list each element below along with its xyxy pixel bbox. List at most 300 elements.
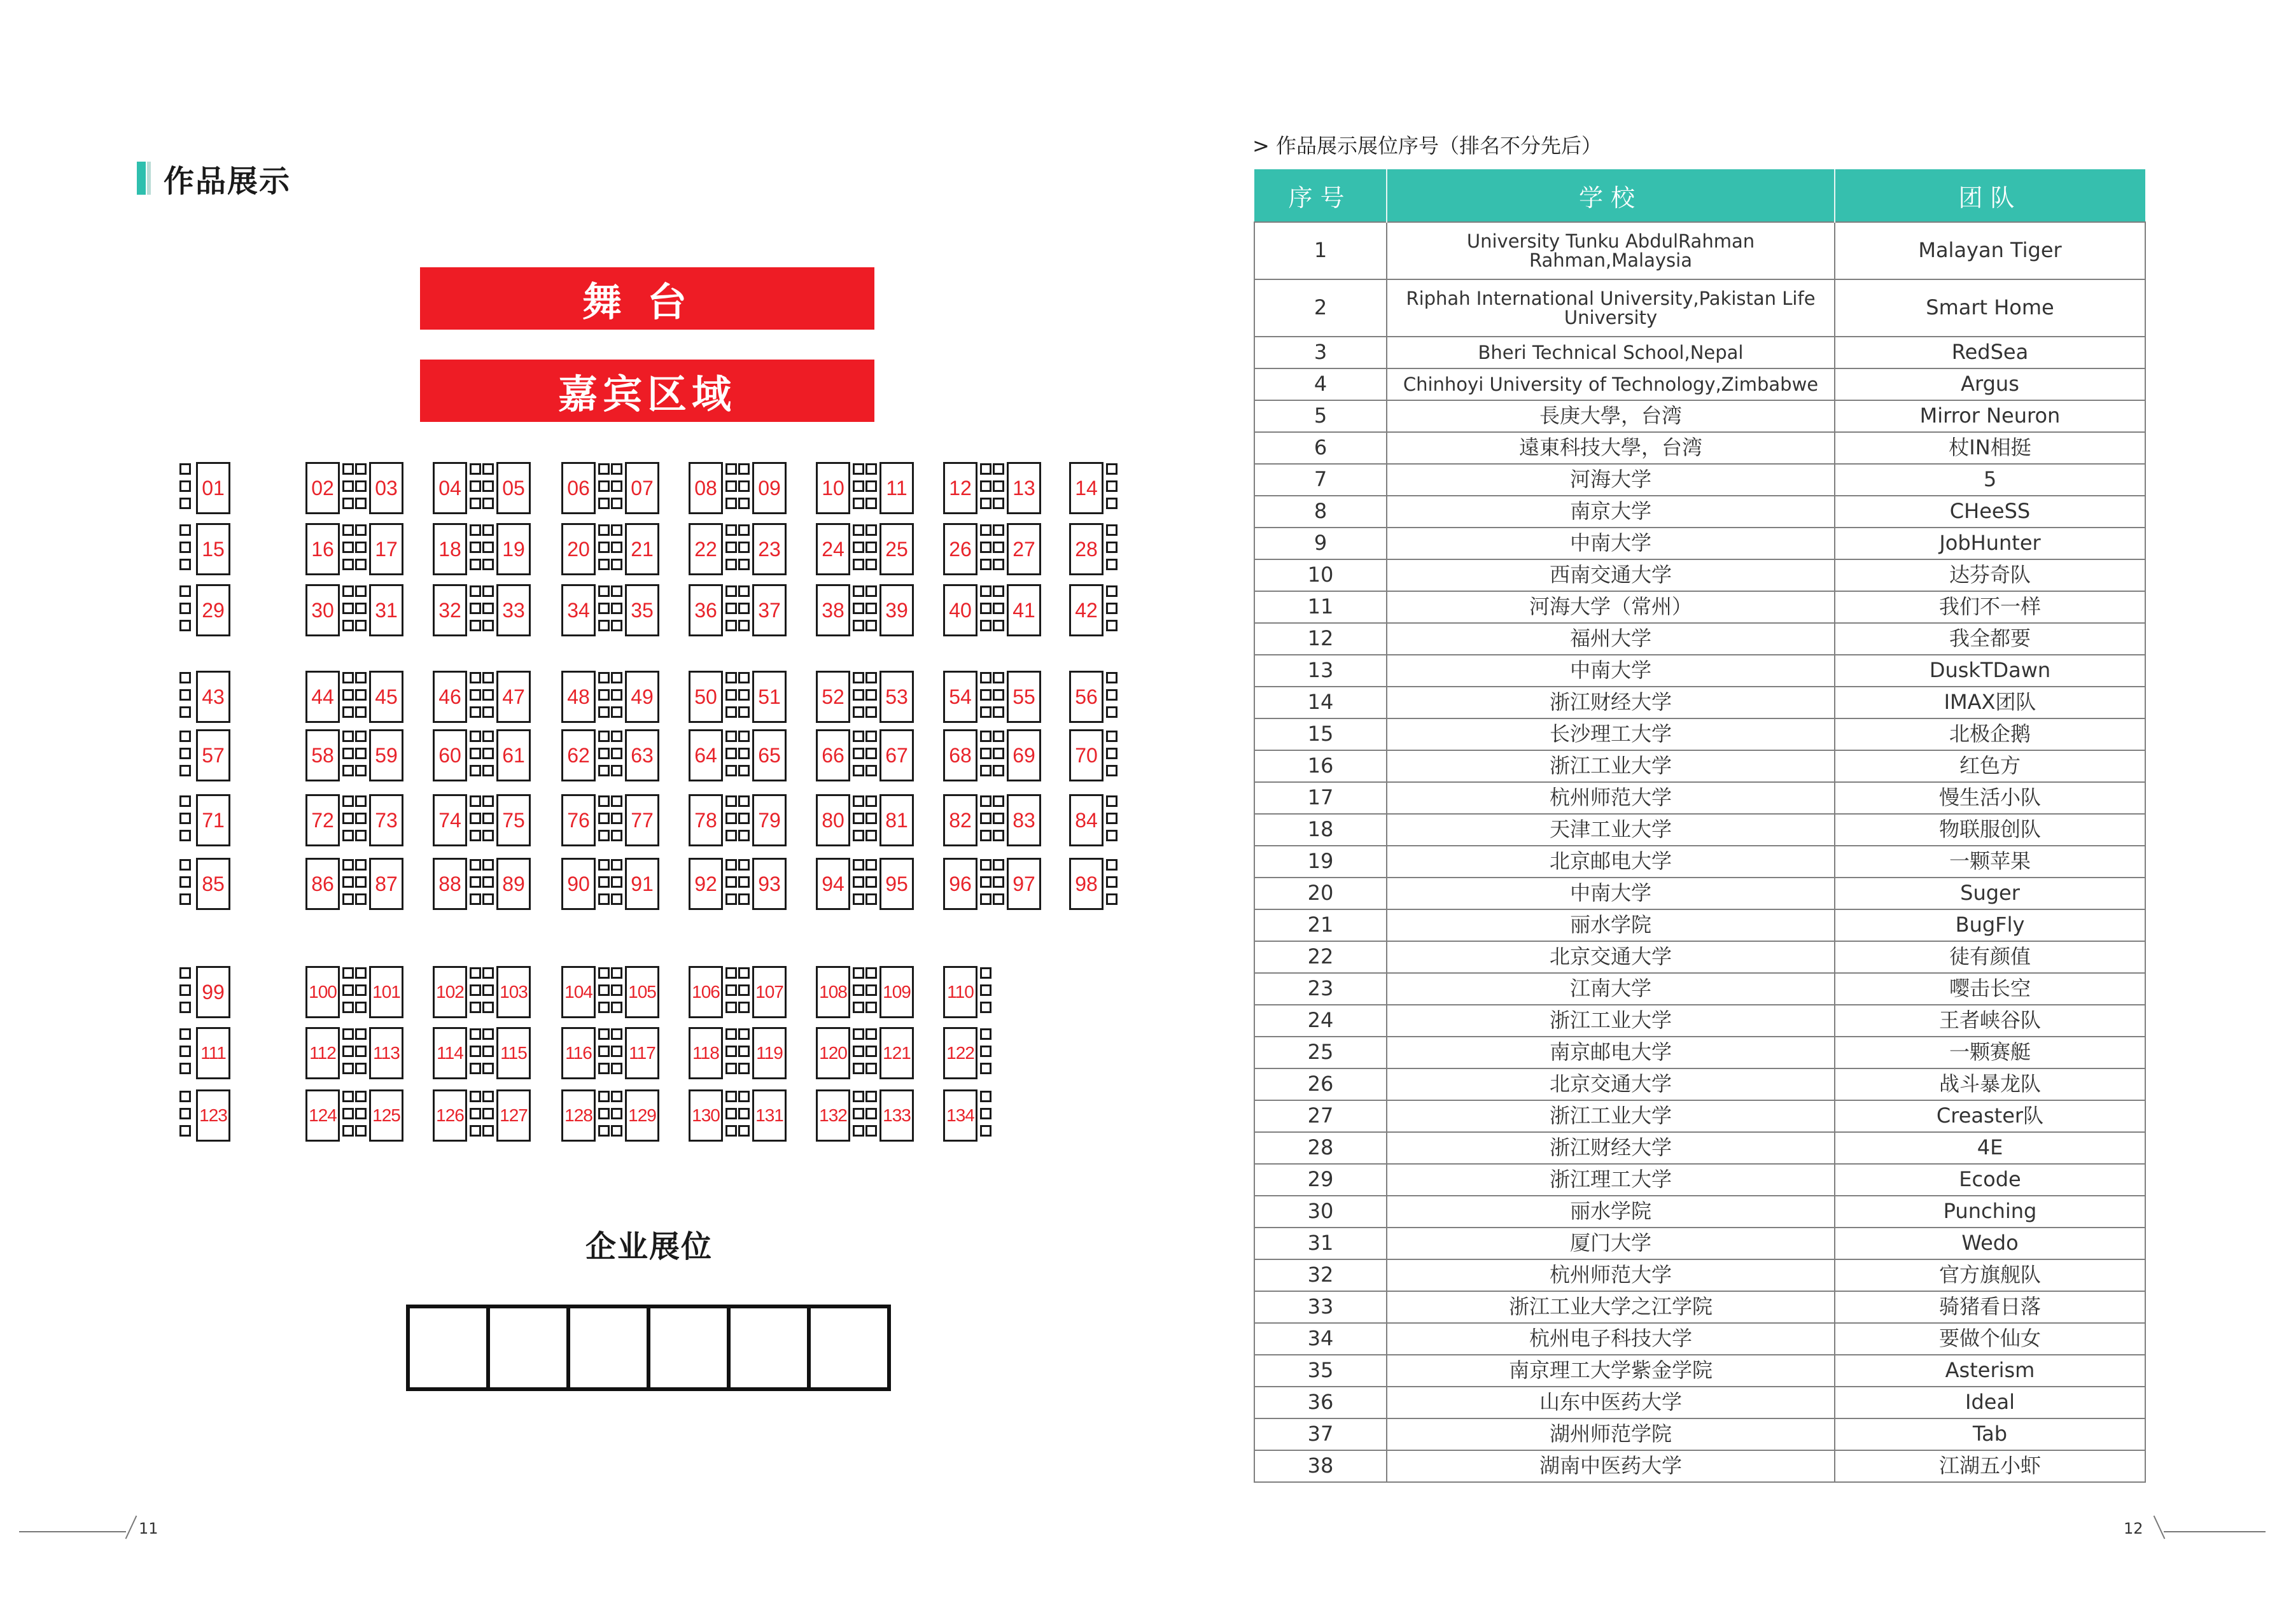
- seat-marker: [725, 585, 737, 597]
- table-row: [1254, 1132, 2145, 1164]
- cell-school: 中南大学: [1387, 528, 1835, 559]
- cell-team: Argus: [1835, 368, 2145, 400]
- booth-box: 34: [561, 584, 596, 636]
- seat-marker: [993, 765, 1004, 776]
- enterprise-booth-row: [406, 1305, 891, 1391]
- seat-marker: [993, 859, 1004, 871]
- seat-marker: [980, 672, 991, 683]
- seat-marker: [853, 893, 864, 905]
- seat-marker: [738, 524, 750, 536]
- table-row: [1254, 496, 2145, 528]
- cell-school: 中南大学: [1387, 655, 1835, 687]
- seat-marker: [482, 542, 494, 553]
- cell-index: 2: [1254, 279, 1387, 337]
- seat-marker: [598, 795, 610, 807]
- booth-box: 77: [625, 794, 659, 846]
- cell-team: 我全都要: [1835, 623, 2145, 655]
- seat-marker: [725, 813, 737, 824]
- cell-school: 浙江财经大学: [1387, 687, 1835, 718]
- table-row: [1254, 1291, 2145, 1323]
- cell-team: 慢生活小队: [1835, 782, 2145, 814]
- seat-marker: [853, 542, 864, 553]
- booth-box: 75: [496, 794, 531, 846]
- seat-marker: [738, 1063, 750, 1074]
- seat-marker: [482, 620, 494, 631]
- cell-school: Riphah International University,Pakistan Life University: [1387, 279, 1835, 337]
- seat-marker: [598, 1125, 610, 1137]
- seat-marker: [179, 1108, 191, 1119]
- table-row: [1254, 591, 2145, 623]
- cell-school: 河海大学: [1387, 464, 1835, 496]
- seat-marker: [611, 603, 622, 614]
- seat-marker: [611, 706, 622, 718]
- seat-marker: [611, 585, 622, 597]
- seat-marker: [482, 876, 494, 888]
- seat-marker: [598, 1063, 610, 1074]
- cell-index: 33: [1254, 1291, 1387, 1323]
- booth-box: 05: [496, 462, 531, 514]
- booth-box: 73: [369, 794, 403, 846]
- seat-marker: [482, 795, 494, 807]
- seat-marker: [470, 795, 481, 807]
- seat-marker: [355, 706, 367, 718]
- booth-box: 26: [943, 523, 977, 575]
- cell-team: 物联服创队: [1835, 814, 2145, 846]
- seat-marker: [179, 967, 191, 979]
- seat-marker: [725, 524, 737, 536]
- seat-marker: [853, 1063, 864, 1074]
- seat-marker: [993, 813, 1004, 824]
- seat-marker: [482, 893, 494, 905]
- cell-school: 中南大学: [1387, 878, 1835, 909]
- booth-box: 108: [816, 966, 850, 1018]
- cell-school: 河海大学（常州）: [1387, 591, 1835, 623]
- booth-box: 126: [433, 1089, 467, 1142]
- seat-marker: [980, 731, 991, 742]
- seat-marker: [865, 795, 877, 807]
- seat-marker: [179, 620, 191, 631]
- seat-marker: [355, 463, 367, 475]
- seat-marker: [355, 689, 367, 701]
- seat-marker: [611, 1002, 622, 1013]
- booth-box: 58: [305, 729, 340, 781]
- seat-marker: [611, 984, 622, 996]
- seat-marker: [853, 1028, 864, 1040]
- booth-box: 38: [816, 584, 850, 636]
- seat-marker: [1106, 731, 1117, 742]
- seat-marker: [738, 731, 750, 742]
- seat-marker: [355, 603, 367, 614]
- seat-marker: [342, 813, 354, 824]
- cell-team: Asterism: [1835, 1355, 2145, 1387]
- cell-school: 浙江工业大学: [1387, 1100, 1835, 1132]
- booth-box: 128: [561, 1089, 596, 1142]
- seat-marker: [482, 1028, 494, 1040]
- table-row: [1254, 279, 2145, 337]
- seat-marker: [853, 1125, 864, 1137]
- seat-marker: [865, 620, 877, 631]
- booth-box: 04: [433, 462, 467, 514]
- seat-marker: [1106, 876, 1117, 888]
- cell-index: 37: [1254, 1418, 1387, 1450]
- booth-box: 42: [1069, 584, 1103, 636]
- seat-marker: [865, 498, 877, 509]
- cell-index: 27: [1254, 1100, 1387, 1132]
- seat-marker: [993, 480, 1004, 492]
- table-row: [1254, 1355, 2145, 1387]
- seat-marker: [611, 542, 622, 553]
- seat-marker: [725, 731, 737, 742]
- seat-marker: [598, 731, 610, 742]
- seat-marker: [179, 542, 191, 553]
- seat-marker: [993, 498, 1004, 509]
- seat-marker: [993, 689, 1004, 701]
- seat-marker: [993, 542, 1004, 553]
- table-row: [1254, 1037, 2145, 1068]
- cell-team: Wedo: [1835, 1228, 2145, 1259]
- seat-marker: [179, 689, 191, 701]
- seat-marker: [598, 706, 610, 718]
- cell-index: 23: [1254, 973, 1387, 1005]
- seat-marker: [611, 689, 622, 701]
- seat-marker: [865, 689, 877, 701]
- booth-box: 88: [433, 858, 467, 910]
- seat-marker: [470, 542, 481, 553]
- seat-marker: [738, 893, 750, 905]
- booth-box: 99: [196, 966, 230, 1018]
- seat-marker: [993, 706, 1004, 718]
- seat-marker: [611, 893, 622, 905]
- seat-marker: [980, 1046, 991, 1057]
- seat-marker: [598, 1028, 610, 1040]
- booth-box: 57: [196, 729, 230, 781]
- seat-marker: [611, 463, 622, 475]
- cell-index: 5: [1254, 400, 1387, 432]
- seat-marker: [598, 463, 610, 475]
- booth-box: 39: [879, 584, 914, 636]
- seat-marker: [482, 731, 494, 742]
- seat-marker: [598, 967, 610, 979]
- seat-marker: [470, 585, 481, 597]
- seat-marker: [980, 1091, 991, 1102]
- table-row: [1254, 973, 2145, 1005]
- cell-school: 遠東科技大學，台湾: [1387, 432, 1835, 464]
- seat-marker: [355, 859, 367, 871]
- seat-marker: [738, 876, 750, 888]
- cell-school: 长沙理工大学: [1387, 718, 1835, 750]
- booth-box: 30: [305, 584, 340, 636]
- cell-team: Suger: [1835, 878, 2145, 909]
- seat-marker: [355, 1063, 367, 1074]
- seat-marker: [179, 765, 191, 776]
- seat-marker: [980, 1063, 991, 1074]
- seat-marker: [179, 603, 191, 614]
- seat-marker: [993, 830, 1004, 841]
- page-number: 12: [2124, 1520, 2143, 1537]
- booth-box: 133: [879, 1089, 914, 1142]
- booth-box: 111: [196, 1027, 230, 1079]
- seat-marker: [738, 672, 750, 683]
- seat-marker: [470, 689, 481, 701]
- seat-marker: [865, 967, 877, 979]
- seat-marker: [853, 1091, 864, 1102]
- booth-box: 64: [689, 729, 723, 781]
- seat-marker: [179, 559, 191, 570]
- cell-index: 1: [1254, 222, 1387, 279]
- booth-box: 50: [689, 671, 723, 723]
- booth-box: 134: [943, 1089, 977, 1142]
- seat-marker: [470, 524, 481, 536]
- seat-marker: [470, 706, 481, 718]
- booth-box: 65: [752, 729, 787, 781]
- seat-marker: [470, 620, 481, 631]
- seat-marker: [725, 795, 737, 807]
- booth-box: 31: [369, 584, 403, 636]
- seat-marker: [611, 1063, 622, 1074]
- seat-marker: [598, 1046, 610, 1057]
- booth-box: 40: [943, 584, 977, 636]
- seat-marker: [865, 813, 877, 824]
- seat-marker: [179, 748, 191, 759]
- seat-marker: [355, 984, 367, 996]
- seat-marker: [598, 876, 610, 888]
- seat-marker: [1106, 795, 1117, 807]
- cell-index: 13: [1254, 655, 1387, 687]
- table-row: [1254, 1164, 2145, 1196]
- seat-marker: [853, 559, 864, 570]
- seat-marker: [482, 1091, 494, 1102]
- seat-marker: [853, 795, 864, 807]
- seat-marker: [865, 984, 877, 996]
- cell-team: 战斗暴龙队: [1835, 1068, 2145, 1100]
- seat-marker: [355, 480, 367, 492]
- cell-team: DuskTDawn: [1835, 655, 2145, 687]
- seat-marker: [611, 813, 622, 824]
- seat-marker: [611, 765, 622, 776]
- seat-marker: [342, 830, 354, 841]
- seat-marker: [598, 672, 610, 683]
- booth-box: 109: [879, 966, 914, 1018]
- booth-box: 60: [433, 729, 467, 781]
- seat-marker: [482, 813, 494, 824]
- cell-team: Tab: [1835, 1418, 2145, 1450]
- seat-marker: [482, 498, 494, 509]
- seat-marker: [738, 480, 750, 492]
- table-row: [1254, 432, 2145, 464]
- seat-marker: [482, 1002, 494, 1013]
- seat-marker: [598, 585, 610, 597]
- enterprise-booth: [490, 1308, 570, 1387]
- booth-box: 03: [369, 462, 403, 514]
- booth-box: 89: [496, 858, 531, 910]
- booth-box: 01: [196, 462, 230, 514]
- booth-box: 53: [879, 671, 914, 723]
- cell-team: Smart Home: [1835, 279, 2145, 337]
- seat-marker: [1106, 542, 1117, 553]
- seat-marker: [342, 1108, 354, 1119]
- booth-box: 125: [369, 1089, 403, 1142]
- booth-box: 67: [879, 729, 914, 781]
- booth-box: 101: [369, 966, 403, 1018]
- seat-marker: [598, 524, 610, 536]
- cell-school: 南京大学: [1387, 496, 1835, 528]
- seat-marker: [355, 893, 367, 905]
- seat-marker: [738, 984, 750, 996]
- seat-marker: [342, 1002, 354, 1013]
- cell-team: BugFly: [1835, 909, 2145, 941]
- seat-marker: [725, 1046, 737, 1057]
- seat-marker: [853, 984, 864, 996]
- cell-team: 杖IN相挺: [1835, 432, 2145, 464]
- seat-marker: [725, 967, 737, 979]
- booth-box: 35: [625, 584, 659, 636]
- seat-marker: [725, 1108, 737, 1119]
- seat-marker: [738, 967, 750, 979]
- cell-school: 浙江工业大学: [1387, 750, 1835, 782]
- cell-team: Ideal: [1835, 1387, 2145, 1418]
- table-row: [1254, 909, 2145, 941]
- seat-marker: [355, 585, 367, 597]
- seat-marker: [1106, 603, 1117, 614]
- seat-marker: [482, 984, 494, 996]
- booth-box: 78: [689, 794, 723, 846]
- booth-box: 120: [816, 1027, 850, 1079]
- seat-marker: [355, 731, 367, 742]
- booth-box: 70: [1069, 729, 1103, 781]
- seat-marker: [738, 1125, 750, 1137]
- seat-marker: [980, 603, 991, 614]
- seat-marker: [865, 706, 877, 718]
- table-row: [1254, 750, 2145, 782]
- seat-marker: [738, 706, 750, 718]
- cell-school: 北京邮电大学: [1387, 846, 1835, 878]
- booth-box: 131: [752, 1089, 787, 1142]
- seat-marker: [993, 893, 1004, 905]
- seat-marker: [853, 1002, 864, 1013]
- seat-marker: [980, 542, 991, 553]
- cell-school: 湖南中医药大学: [1387, 1450, 1835, 1482]
- seat-marker: [725, 984, 737, 996]
- cell-school: 天津工业大学: [1387, 814, 1835, 846]
- cell-team: Punching: [1835, 1196, 2145, 1228]
- seat-marker: [355, 813, 367, 824]
- seat-marker: [725, 893, 737, 905]
- seat-marker: [980, 813, 991, 824]
- cell-index: 10: [1254, 559, 1387, 591]
- table-header-row: [1254, 169, 2145, 222]
- seat-marker: [980, 559, 991, 570]
- header-index: 序号: [1254, 169, 1387, 222]
- booth-box: 51: [752, 671, 787, 723]
- seat-marker: [853, 765, 864, 776]
- table-row: [1254, 1228, 2145, 1259]
- booth-box: 07: [625, 462, 659, 514]
- cell-index: 8: [1254, 496, 1387, 528]
- seat-marker: [470, 603, 481, 614]
- cell-school: 杭州师范大学: [1387, 782, 1835, 814]
- seat-marker: [355, 765, 367, 776]
- seat-marker: [725, 876, 737, 888]
- seat-marker: [865, 559, 877, 570]
- seat-marker: [1106, 559, 1117, 570]
- seat-marker: [865, 1028, 877, 1040]
- seat-marker: [598, 748, 610, 759]
- seat-marker: [179, 498, 191, 509]
- seat-marker: [355, 542, 367, 553]
- booth-box: 114: [433, 1027, 467, 1079]
- seat-marker: [470, 480, 481, 492]
- booth-roster-table: [1254, 169, 2146, 1483]
- seat-marker: [611, 795, 622, 807]
- seat-marker: [725, 706, 737, 718]
- seat-marker: [980, 748, 991, 759]
- seat-marker: [993, 748, 1004, 759]
- seat-marker: [355, 524, 367, 536]
- seat-marker: [470, 731, 481, 742]
- booth-box: 59: [369, 729, 403, 781]
- seat-marker: [598, 620, 610, 631]
- seat-marker: [482, 559, 494, 570]
- seat-marker: [1106, 748, 1117, 759]
- seat-marker: [598, 830, 610, 841]
- seat-marker: [865, 748, 877, 759]
- seat-marker: [470, 859, 481, 871]
- seat-marker: [725, 463, 737, 475]
- seat-marker: [342, 1063, 354, 1074]
- seat-marker: [865, 585, 877, 597]
- enterprise-booth: [410, 1308, 490, 1387]
- seat-marker: [342, 585, 354, 597]
- seat-marker: [1106, 524, 1117, 536]
- seat-marker: [179, 1002, 191, 1013]
- seat-marker: [1106, 620, 1117, 631]
- table-row: [1254, 687, 2145, 718]
- seat-marker: [342, 893, 354, 905]
- seat-marker: [865, 524, 877, 536]
- booth-box: 123: [196, 1089, 230, 1142]
- seat-marker: [482, 689, 494, 701]
- seat-marker: [179, 706, 191, 718]
- table-row: [1254, 623, 2145, 655]
- seat-marker: [355, 498, 367, 509]
- seat-marker: [179, 893, 191, 905]
- seat-marker: [865, 859, 877, 871]
- seat-marker: [865, 893, 877, 905]
- seat-marker: [179, 830, 191, 841]
- seat-marker: [482, 480, 494, 492]
- cell-team: Mirror Neuron: [1835, 400, 2145, 432]
- seat-marker: [355, 1091, 367, 1102]
- booth-box: 103: [496, 966, 531, 1018]
- cell-school: 江南大学: [1387, 973, 1835, 1005]
- seat-marker: [993, 731, 1004, 742]
- seat-marker: [980, 859, 991, 871]
- seat-marker: [853, 1108, 864, 1119]
- cell-school: 浙江财经大学: [1387, 1132, 1835, 1164]
- seat-marker: [1106, 672, 1117, 683]
- seat-marker: [865, 876, 877, 888]
- cell-index: 3: [1254, 337, 1387, 368]
- seat-marker: [1106, 463, 1117, 475]
- seat-marker: [355, 830, 367, 841]
- seat-marker: [611, 1108, 622, 1119]
- booth-box: 43: [196, 671, 230, 723]
- seat-marker: [980, 830, 991, 841]
- booth-box: 10: [816, 462, 850, 514]
- seat-marker: [342, 1028, 354, 1040]
- seat-marker: [470, 967, 481, 979]
- seat-marker: [598, 542, 610, 553]
